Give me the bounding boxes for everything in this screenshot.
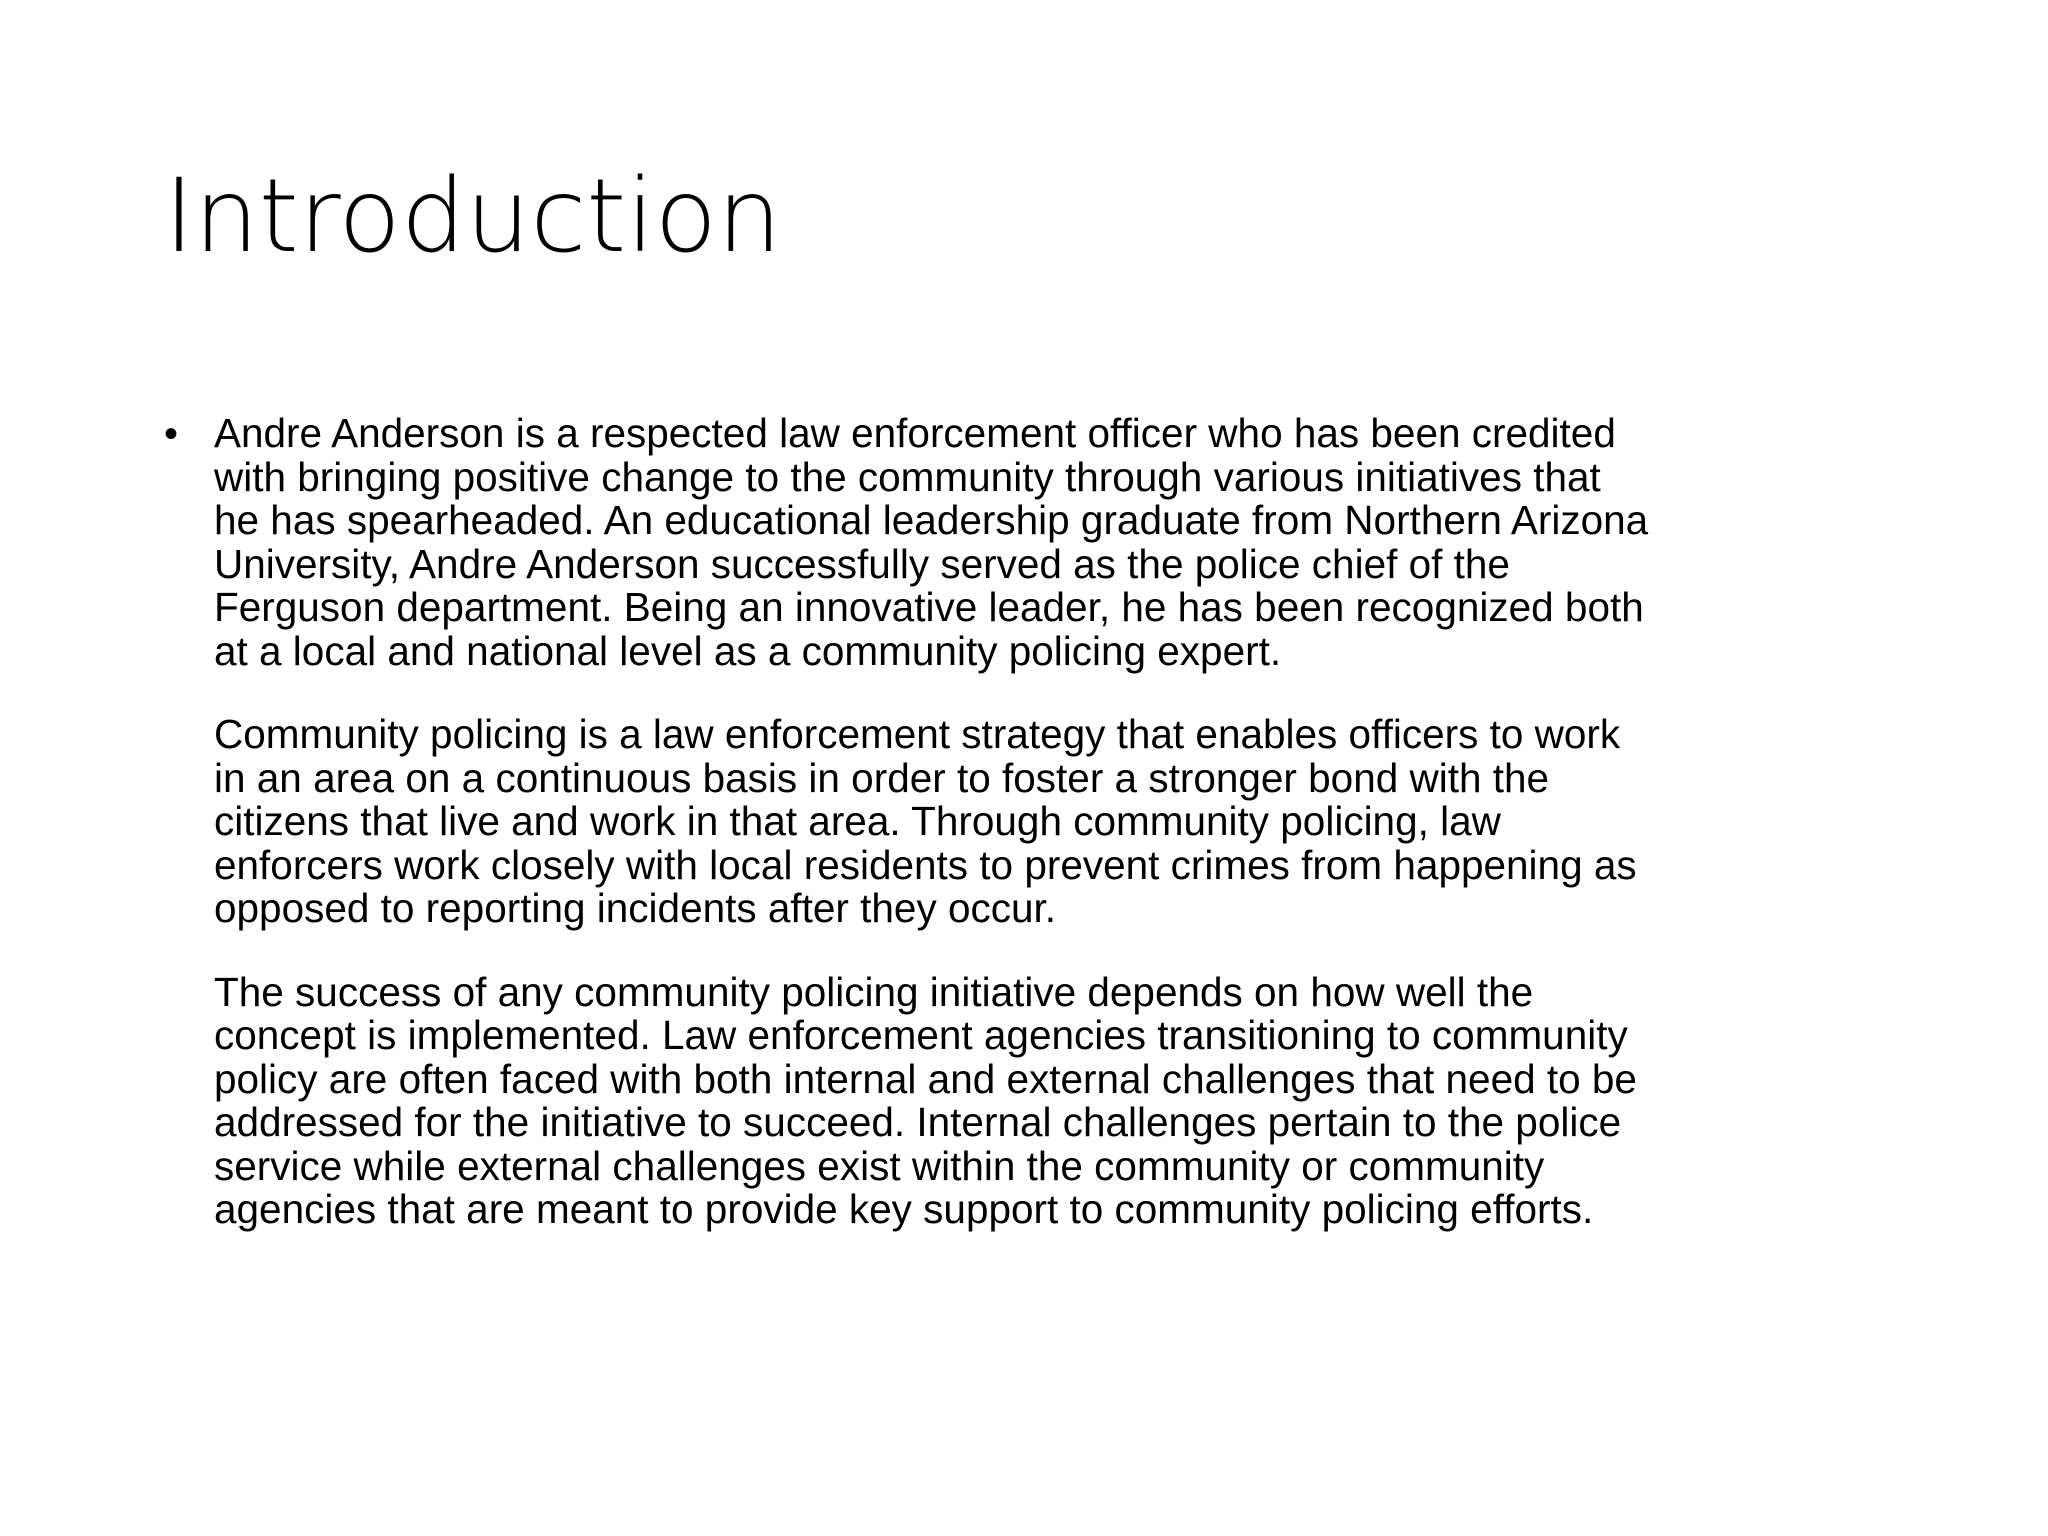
slide-title: Introduction (164, 157, 782, 276)
paragraph-line: agencies that are meant to provide key support to community policing efforts. (214, 1186, 1594, 1232)
paragraph-line: he has spearheaded. An educational leadership graduate from Northern Arizona (214, 497, 1649, 543)
paragraph-line: University, Andre Anderson successfully served as the police chief of the (214, 540, 1510, 587)
paragraph-line: policy are often faced with both internal and external challenges that need to be (214, 1055, 1637, 1102)
slide-body (164, 412, 1934, 1272)
paragraph-line: at a local and national level as a community policing expert. (214, 627, 1282, 674)
paragraph-line: concept is implemented. Law enforcement agencies transitioning to community (214, 1012, 1628, 1058)
paragraph-success (214, 968, 1934, 1232)
paragraph-line: Ferguson department. Being an innovative leader, he has been recognized both (214, 584, 1644, 630)
paragraph-line: service while external challenges exist within the community or community (214, 1142, 1545, 1189)
paragraph-line: Andre Anderson is a respected law enforcement officer who has been credited (214, 410, 1616, 456)
paragraph-intro (214, 412, 1934, 673)
paragraph-line: The success of any community policing initiative depends on how well the (214, 968, 1534, 1015)
paragraph-line: Community policing is a law enforcement strategy that enables officers to work (214, 711, 1621, 757)
paragraph-line: enforcers work closely with local residents to prevent crimes from happening as (214, 841, 1637, 888)
paragraph-line: in an area on a continuous basis in order to foster a stronger bond with the (214, 754, 1550, 801)
paragraph-line: opposed to reporting incidents after they occur. (214, 885, 1057, 931)
paragraph-community-policing (214, 713, 1934, 931)
paragraph-line: citizens that live and work in that area. Through community policing, law (214, 798, 1501, 844)
paragraph-line: addressed for the initiative to succeed. Internal challenges pertain to the police (214, 1099, 1622, 1145)
paragraph-line: with bringing positive change to the community through various initiatives that (214, 453, 1601, 500)
bullet-marker: • (164, 412, 179, 456)
